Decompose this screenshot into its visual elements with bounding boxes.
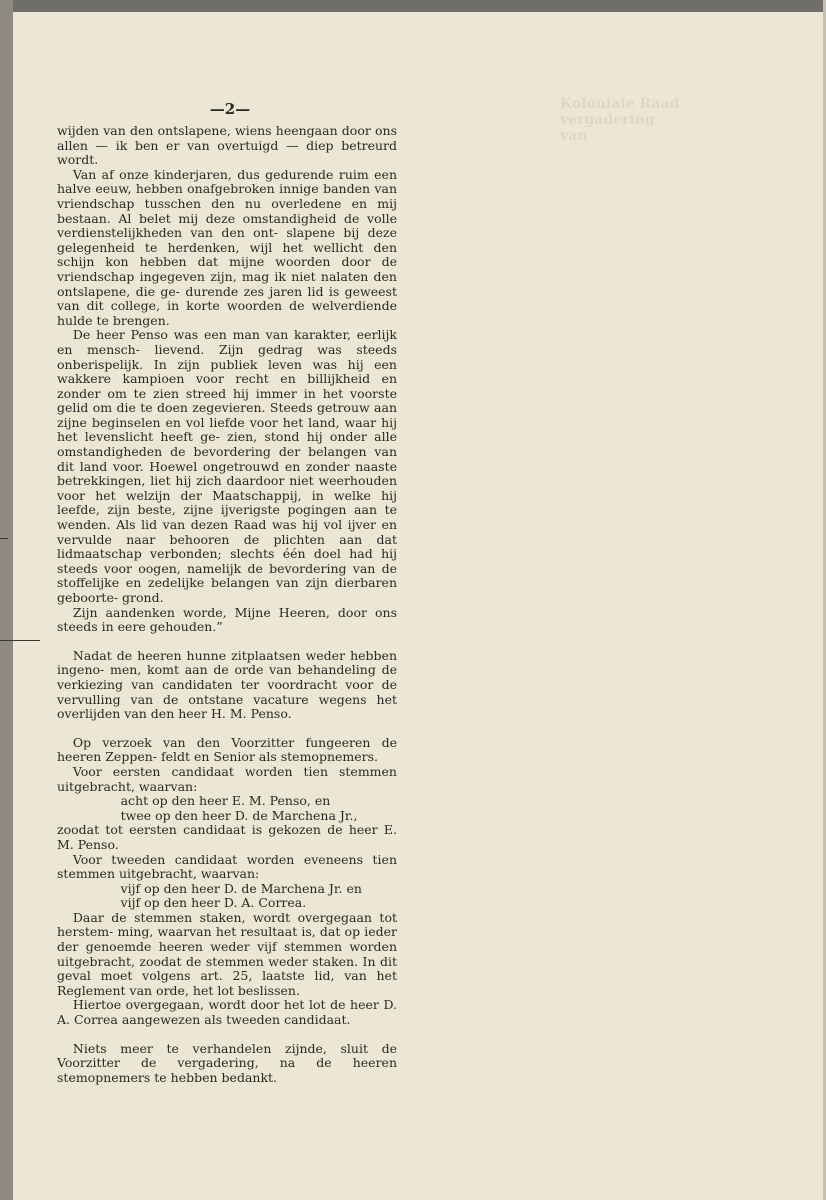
text-line: Van af onze kinderjaren, dus gedurende ruim een halve <box>57 166 397 197</box>
text-line: Daar de stemmen staken, wordt overgegaan tot herstem- <box>57 909 397 940</box>
text-line: eere gehouden.” <box>117 619 223 635</box>
text-line: uitgebracht, waarvan: <box>118 866 260 882</box>
paragraph <box>57 911 397 999</box>
text-line: candidaten ter voordracht voor de vervulling van de ontstane <box>57 676 397 707</box>
paragraph <box>57 1042 397 1086</box>
paragraph <box>57 809 397 824</box>
bleed-through-text: Koloniale Raad vergadering van <box>560 96 680 144</box>
text-line: zoodat tot eersten candidaat is gekozen de heer E. M. Penso. <box>57 822 397 852</box>
paragraph <box>57 328 397 605</box>
paragraph <box>57 606 397 635</box>
paragraph <box>57 765 397 794</box>
text-line: had hij steeds voor oogen, namelijk de bevordering van de <box>57 546 398 576</box>
text-line: men, komt aan de orde van behandeling de verkiezing van <box>57 662 397 692</box>
text-line: waarvan: <box>138 778 198 794</box>
text-line: Op verzoek van den Voorzitter fungeeren de heeren Zeppen- <box>57 734 397 765</box>
paragraph <box>57 998 397 1027</box>
paragraph <box>57 794 397 809</box>
text-line: vijf op den heer D. de Marchena Jr. en <box>120 880 362 896</box>
text-line: Voor tweeden candidaat worden eveneens tien stemmen <box>57 851 397 882</box>
margin-mark <box>0 538 8 539</box>
text-line: Zijn aandenken worde, Mijne Heeren, door ons steeds in <box>57 604 397 635</box>
text-line: vergadering, na de heeren stemopnemers te hebben bedankt. <box>57 1055 397 1085</box>
text-line: twee op den heer D. de Marchena Jr., <box>120 807 358 823</box>
text-line: ming, waarvan het resultaat is, dat op ieder der genoemde <box>57 924 397 955</box>
text-line: grond. <box>122 590 164 605</box>
text-line: ingegeven zijn, mag ik niet nalaten den ontslapene, die ge- <box>57 268 397 299</box>
text-line: en zonder om te zien streed hij immer in het voorste gelid om <box>57 371 397 416</box>
text-line: den schijn kon hebben dat mijne woorden door de vriendschap <box>57 239 397 284</box>
paragraph <box>57 853 397 882</box>
scan-border-left <box>0 0 13 1200</box>
text-line: lievend. Zijn gedrag was steeds onberispelijk. In zijn publiek <box>57 341 397 372</box>
text-line: De heer Penso was een man van karakter, eerlijk en mensch- <box>57 327 397 357</box>
text-line: woorden de welverdiende hulde te brengen. <box>57 298 398 328</box>
paragraph <box>57 124 397 168</box>
text-line: die te doen zegevieren. Steeds getrouw aan zijne beginselen <box>57 400 397 430</box>
text-line: deze omstandigheid de volle verdienstelijkheden van den ont- <box>57 210 398 241</box>
paragraph <box>57 168 397 329</box>
text-line: ik ben er van overtuigd — diep betreurd wordt. <box>57 137 398 168</box>
text-line: leven was hij een wakkere kampioen voor recht en billijkheid <box>57 356 397 387</box>
text-line: Voor eersten candidaat worden tien stemmen uitgebracht, <box>57 763 397 794</box>
paragraph <box>57 896 397 911</box>
text-line: feldt en Senior als stemopnemers. <box>160 749 379 765</box>
text-line: wijden van den ontslapene, wiens heengaan door ons allen — <box>57 123 397 153</box>
text-line: heeren weder vijf stemmen worden uitgebracht, zoodat de <box>57 939 397 969</box>
text-line: vijf op den heer D. A. Correa. <box>120 895 307 911</box>
text-line: en vol liefde voor het land, waar hij het levenslicht heeft ge- <box>57 414 397 445</box>
text-line: Niets meer te verhandelen zijnde, sluit de Voorzitter de <box>57 1040 397 1071</box>
text-line: slapene bij deze gelegenheid te herdenken, wijl het wellicht <box>57 225 398 255</box>
text-line: dezen Raad was hij vol ijver en vervulde naar behooren de <box>57 517 397 547</box>
text-line: tusschen den nu overledene en mij bestaan. Al belet mij <box>57 195 397 226</box>
text-line: beste, zijne ijverigste pogingen aan te wenden. Als lid van <box>57 502 398 533</box>
text-line: voor het welzijn der Maatschappij, in welke hij leefde, zijn <box>57 487 397 518</box>
text-line: laatste lid, van het Reglement van orde, het lot beslissen. <box>57 968 397 998</box>
text-line: eeuw, hebben onafgebroken innige banden van vriendschap <box>57 181 397 211</box>
minutes-text <box>57 124 397 1085</box>
text-line: Nadat de heeren hunne zitplaatsen weder hebben ingeno- <box>57 647 397 678</box>
text-line: vacature wegens het overlijden van den heer H. M. Penso. <box>57 691 397 722</box>
paragraph <box>57 823 397 852</box>
text-line: stemmen weder staken. In dit geval moet volgens art. 25, <box>57 953 397 984</box>
text-line: plichten aan dat lidmaatschap verbonden; slechts één doel <box>57 531 398 562</box>
text-line: belangen van dit land voor. Hoewel ongetrouwd en zonder <box>57 444 397 474</box>
text-line: zien, stond hij onder alle omstandigheden de bevordering der <box>57 429 398 460</box>
text-line: naaste betrekkingen, liet hij zich daardoor niet weerhouden <box>57 458 397 489</box>
page-number: —2— <box>209 100 251 118</box>
text-line: aangewezen als tweeden candidaat. <box>121 1012 351 1028</box>
text-line: Hiertoe overgegaan, wordt door het lot de heer D. A. Correa <box>57 997 397 1028</box>
paragraph <box>57 649 397 722</box>
text-line: durende zes jaren lid is geweest van dit college, in korte <box>57 283 397 314</box>
text-line: acht op den heer E. M. Penso, en <box>120 793 331 809</box>
paragraph <box>57 736 397 765</box>
margin-mark <box>0 640 40 641</box>
text-line: stoffelijke en zedelijke belangen van zijn dierbaren geboorte- <box>57 575 397 605</box>
paragraph <box>57 882 397 897</box>
